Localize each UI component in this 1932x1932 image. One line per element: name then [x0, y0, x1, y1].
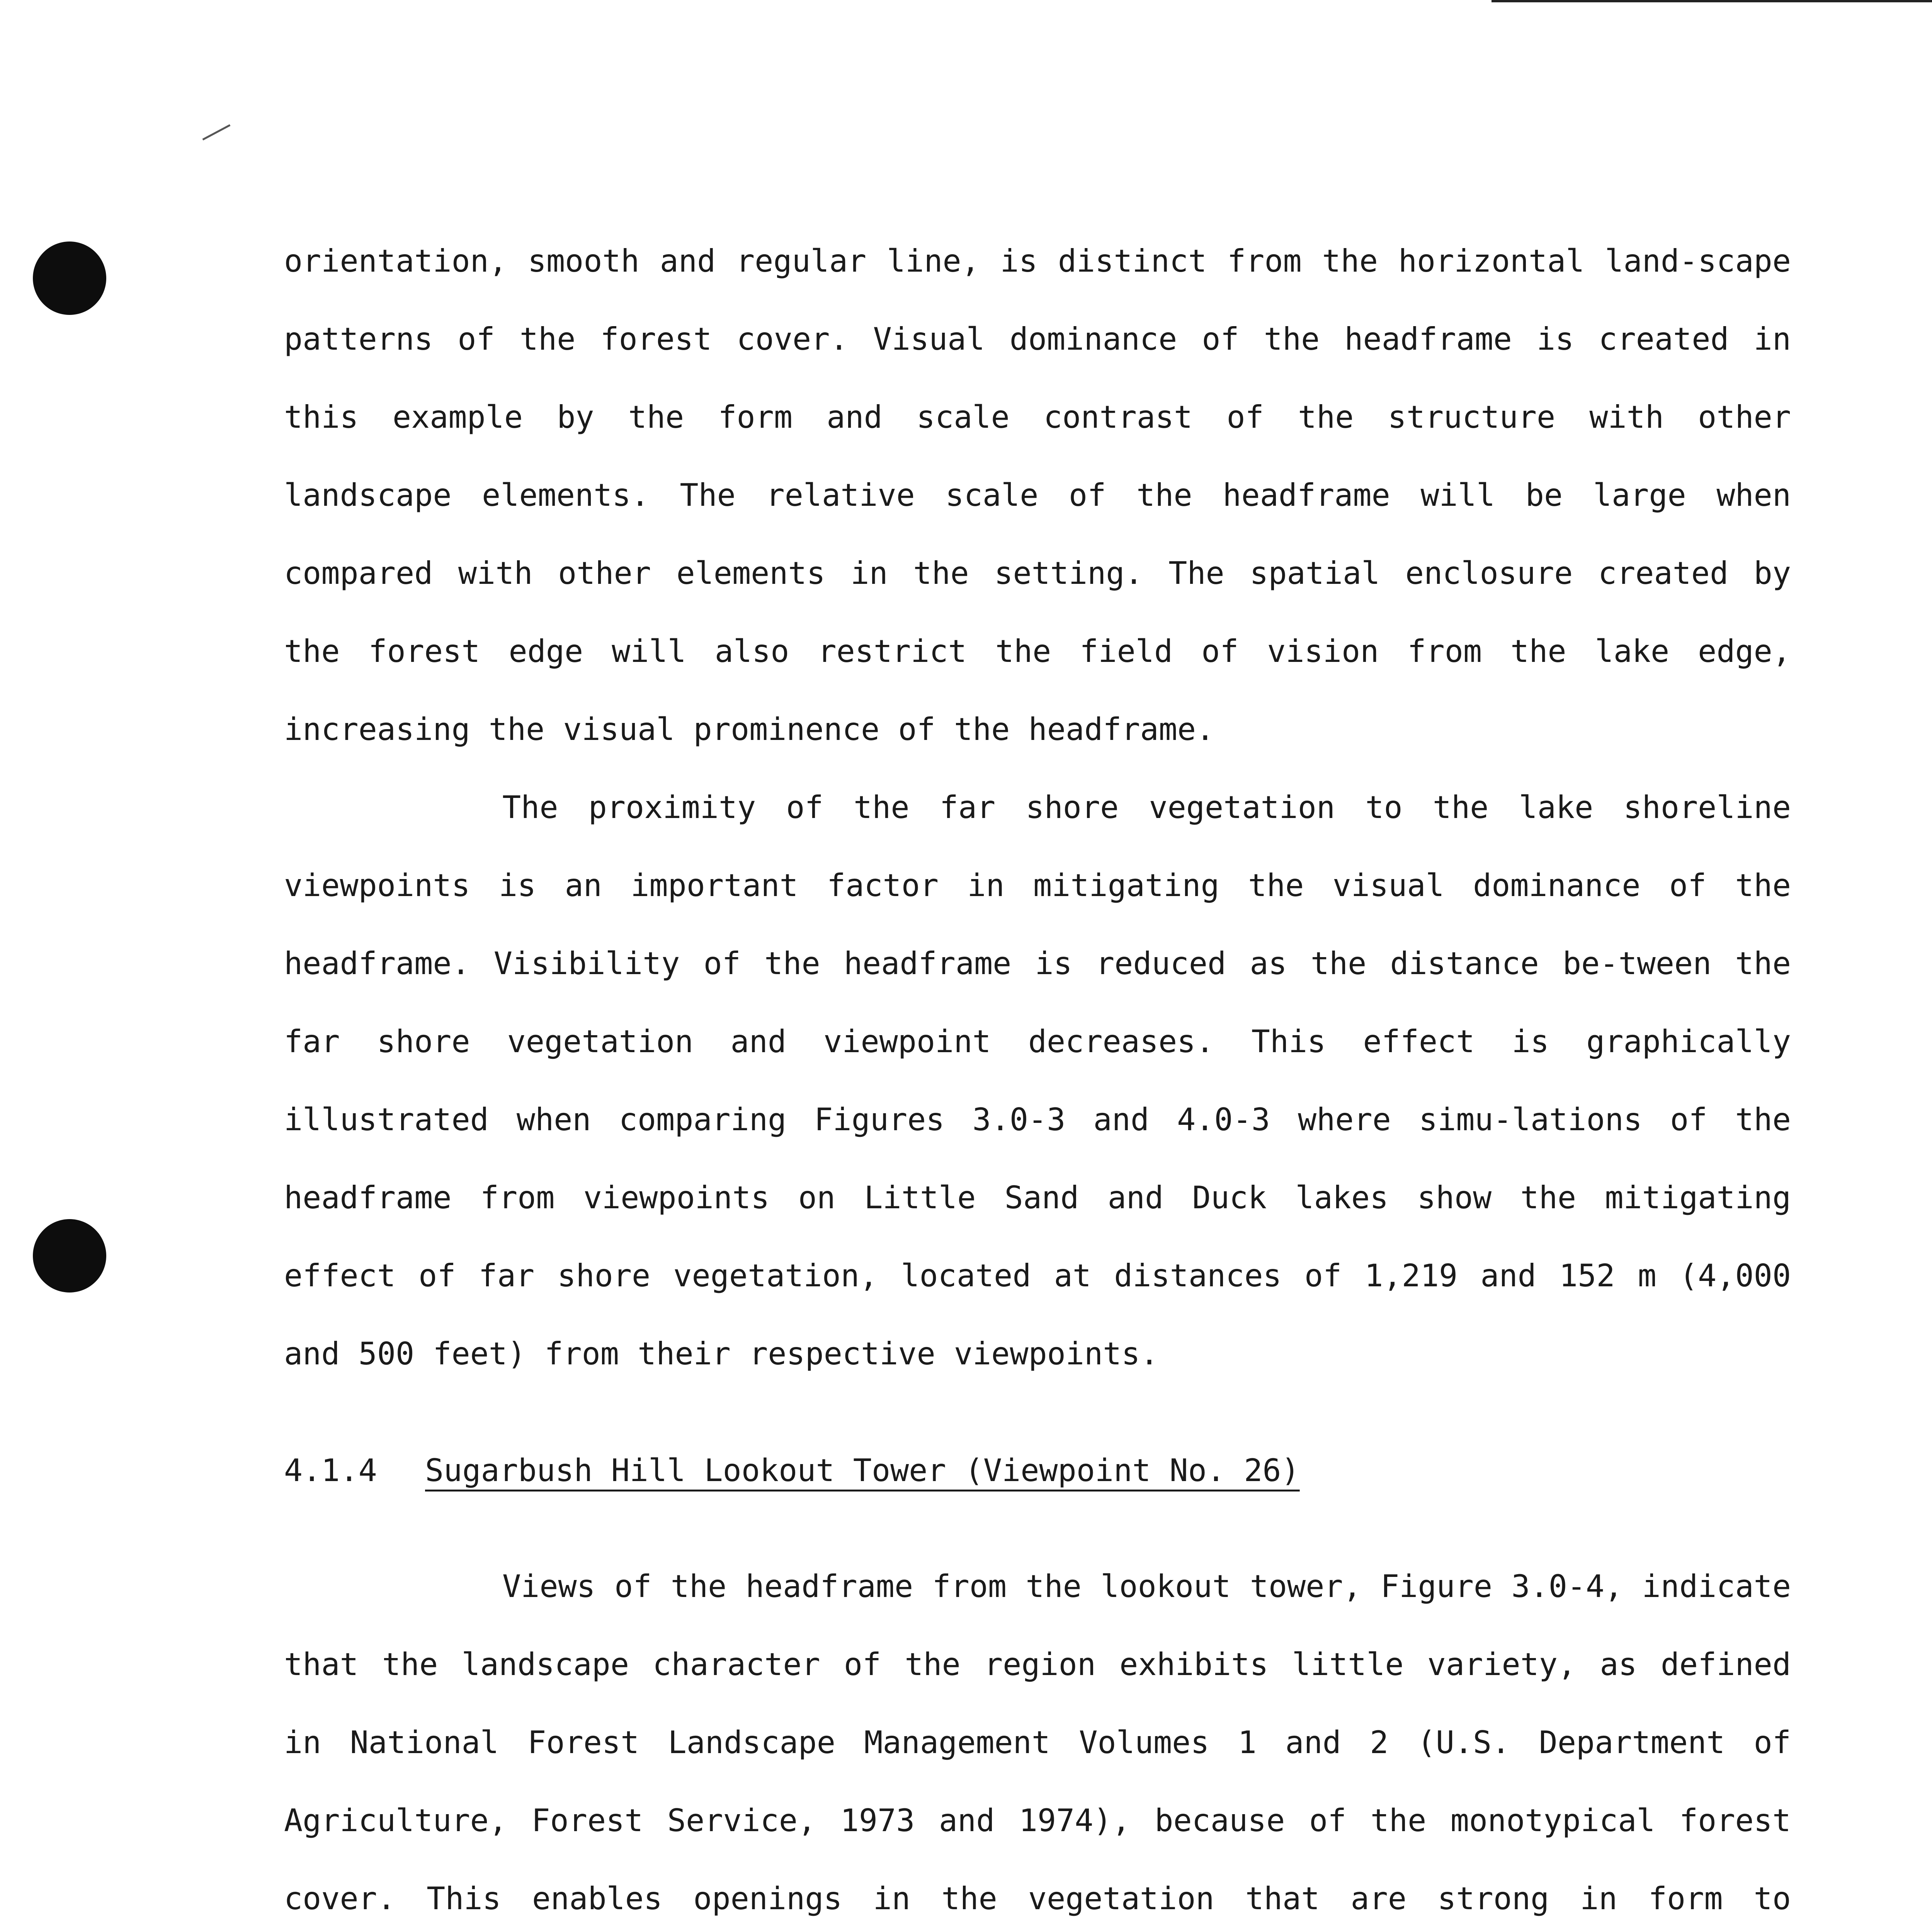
paragraph-headframe-orientation: orientation, smooth and regular line, is distinct from the horizontal land-scape patterns of the forest cover. Visual dominance of the headframe is created in this example by the form and scale contrast of the structure with other landscape elements. The relative scale of the headframe will be large when compared with other elements in the setting. The spatial enclosure created by the forest edge will also restrict the field of vision from the lake edge, increasing the visual prominence of the headframe. — [284, 243, 1791, 747]
paragraph-lookout-views: Views of the headframe from the lookout tower, Figure 3.0-4, indicate that the landscape character of the region exhibits little variety, as defined in National Forest Landscape Management Volumes 1 and 2 (U.S. Department of Agriculture, Forest Service, 1973 and 1974), because of the monotypical forest cover. This enables openings in the vegetation that are strong in form to — [284, 1568, 1791, 1917]
body-text — [284, 222, 1791, 1932]
section-heading — [284, 1393, 1791, 1509]
section-title: Sugarbush Hill Lookout Tower (Viewpoint No. 26) — [425, 1452, 1300, 1488]
top-edge-rule — [1492, 0, 1932, 2]
section-number: 4.1.4 — [284, 1452, 377, 1488]
punch-hole-top — [33, 242, 106, 315]
punch-hole-middle — [33, 1219, 106, 1293]
paragraph-far-shore-vegetation: The proximity of the far shore vegetation to the lake shoreline viewpoints is an important factor in mitigating the visual dominance of the headframe. Visibility of the headframe is reduced as the distance be-tween the far shore vegetation and viewpoint decreases. This effect is graphically illustrated when comparing Figures 3.0-3 and 4.0-3 where simu-lations of the headframe from viewpoints on Little Sand and Duck lakes show the mitigating effect of far shore vegetation, located at distances of 1,219 and 152 m (4,000 and 500 feet) from their respective viewpoints. — [284, 789, 1791, 1372]
scan-speck — [202, 124, 231, 141]
